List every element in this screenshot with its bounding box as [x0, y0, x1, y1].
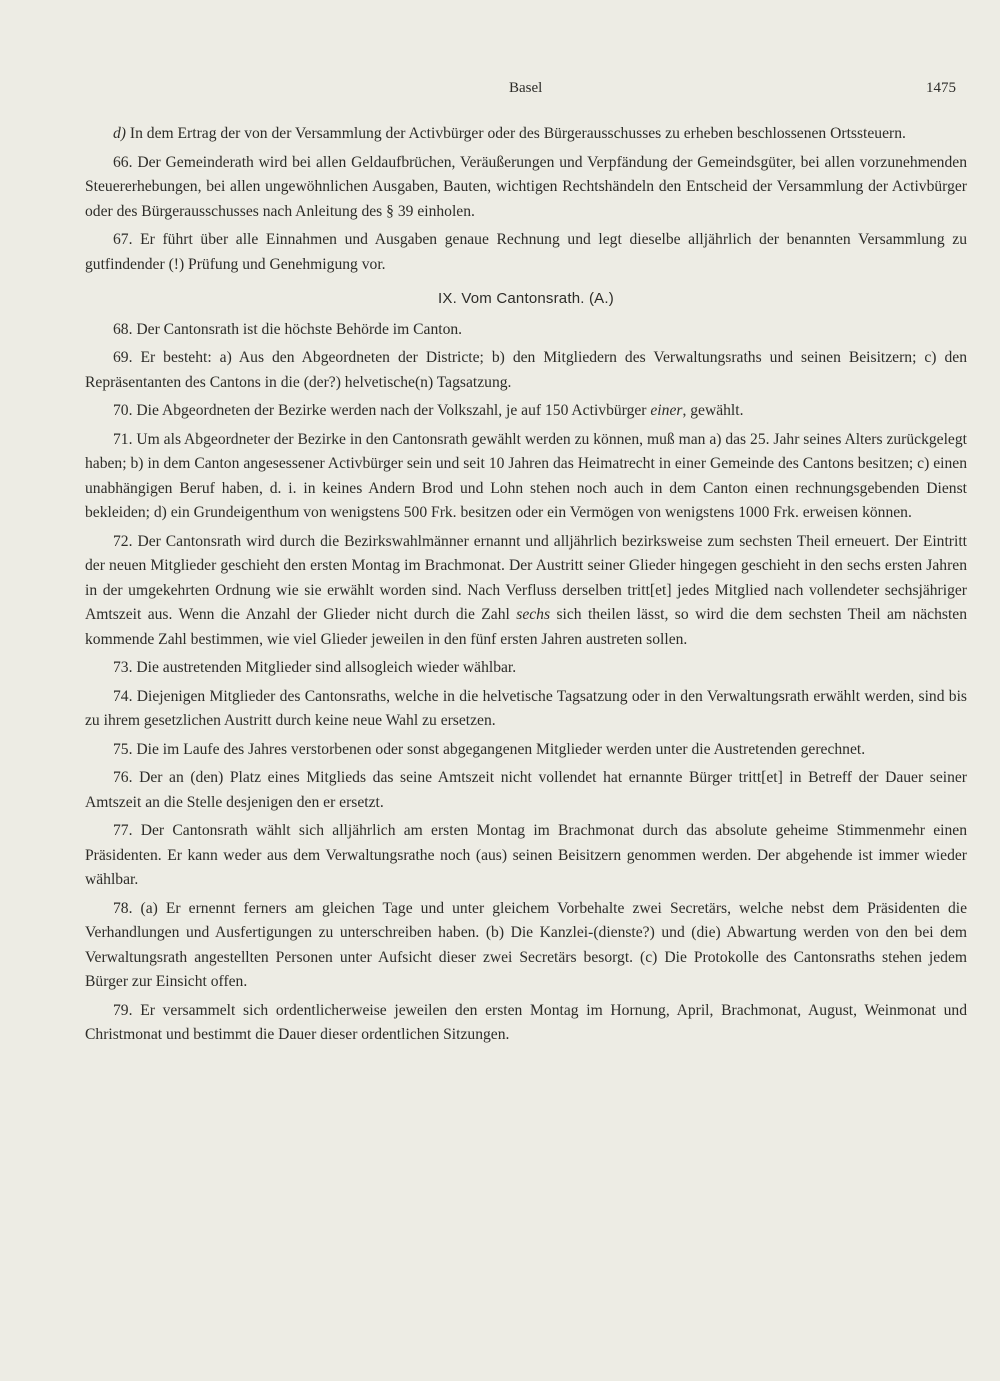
document-body [85, 122, 967, 1052]
running-title: Basel [509, 80, 543, 96]
section-heading: IX. Vom Cantonsrath. (A.) [438, 290, 614, 307]
emphasis: sechs [516, 606, 551, 623]
paragraph: 78. (a) Er ernennt ferners am gleichen Tage und unter gleichem Vorbehalte zwei Secretärs, welche nebst dem Präsidenten die Verhandlungen und Ausfertigungen zu unterschreiben haben. (b) Die Kanzlei-(dienste?) und (die) Abwartung werden von den bei dem Verwaltungsrath angestellten Personen unter Aufsicht dieser zwei Secretärs besorgt. (c) Die Protokolle des Cantonsraths stehen jedem Bürger zur Einsicht offen. [85, 899, 967, 990]
paragraph: 75. Die im Laufe des Jahres verstorbenen oder sonst abgegangenen Mitglieder werden unter die Austretenden gerechnet. [113, 740, 866, 758]
paragraph: 69. Er besteht: a) Aus den Abgeordneten der Districte; b) den Mitgliedern des Verwaltungsraths und seinen Beisitzern; c) den Repräsentanten des Cantons in die (der?) helvetische(n) Tagsatzung. [85, 349, 967, 391]
paragraph: 74. Diejenigen Mitglieder des Cantonsraths, welche in die helvetische Tagsatzung oder in den Verwaltungsrath erwählt werden, sind bis zu ihrem gesetzlichen Austritt durch keine neue Wahl zu ersetzen. [85, 687, 967, 729]
paragraph: 73. Die austretenden Mitglieder sind allsogleich wieder wählbar. [113, 659, 517, 676]
paragraph: 79. Er versammelt sich ordentlicherweise jeweilen den ersten Montag im Hornung, April, Brachmonat, August, Weinmonat und Christmonat und bestimmt die Dauer dieser ordentlichen Sitzungen. [85, 1001, 967, 1043]
paragraph: 71. Um als Abgeordneter der Bezirke in den Cantonsrath gewählt werden zu können, muß man a) das 25. Jahr seines Alters zurückgelegt haben; b) in dem Canton angesessener Activbürger sein und seit 10 Jahren das Heimatrecht in einer Gemeinde des Cantons besitzen; c) einen unabhängigen Beruf haben, d. i. in keines Andern Brod und Lohn stehen noch auch in dem Canton einen rechnungsgebenden Dienst bekleiden; d) ein Grundeigenthum von wenigstens 500 Frk. besitzen oder ein Vermögen von wenigstens 1000 Frk. erweisen können. [85, 430, 967, 521]
paragraph: d) In dem Ertrag der von der Versammlung der Activbürger oder des Bürgerausschusses zu erheben beschlossenen Ortssteuern. [113, 125, 906, 142]
paragraph: 68. Der Cantonsrath ist die höchste Behörde im Canton. [113, 320, 463, 338]
paragraph: 67. Er führt über alle Einnahmen und Ausgaben genaue Rechnung und legt dieselbe alljährlich der benannten Versammlung zu gutfindender (!) Prüfung und Genehmigung vor. [85, 231, 967, 273]
page-number: 1475 [926, 80, 956, 96]
paragraph: 77. Der Cantonsrath wählt sich alljährlich am ersten Montag im Brachmonat durch das absolute geheime Stimmenmehr einen Präsidenten. Er kann weder aus dem Verwaltungsrathe noch (aus) seinen Beisitzern genommen werden. Der abgehende ist immer wieder wählbar. [85, 822, 967, 888]
item-marker: d) [113, 125, 126, 142]
page-header [0, 80, 1000, 100]
paragraph: 70. Die Abgeordneten der Bezirke werden nach der Volkszahl, je auf 150 Activbürger einer, gewählt. [113, 402, 744, 419]
paragraph: 76. Der an (den) Platz eines Mitglieds das seine Amtszeit nicht vollendet hat ernannte Bürger tritt[et] in Betreff der Dauer seiner Amtszeit an die Stelle desjenigen den er ersetzt. [85, 769, 967, 811]
paragraph: 66. Der Gemeinderath wird bei allen Geldaufbrüchen, Veräußerungen und Verpfändung der Gemeindsgüter, bei allen vorzunehmenden Steuererhebungen, bei allen ungewöhnlichen Ausgaben, Bauten, wichtigen Rechtshändeln den Entscheid der Versammlung der Activbürger oder des Bürgerausschusses nach Anleitung des § 39 einholen. [85, 153, 967, 220]
paragraph: 72. Der Cantonsrath wird durch die Bezirkswahlmänner ernannt und alljährlich bezirksweise zum sechsten Theil erneuert. Der Eintritt der neuen Mitglieder geschieht den ersten Montag im Brachmonat. Der Austritt seiner Glieder hingegen geschieht in den sechs ersten Jahren in der umgekehrten Ordnung wie sie erwählt worden sind. Nach Verfluss derselben tritt[et] jedes Mitglied nach vollendeter sechsjähriger Amtszeit aus. Wenn die Anzahl der Glieder nicht durch die Zahl sechs sich theilen lässt, so wird die dem sechsten Theil am nächsten kommende Zahl bestimmen, wie viel Glieder jeweilen in den fünf ersten Jahren austreten sollen. [85, 532, 967, 648]
emphasis: einer [650, 402, 683, 419]
